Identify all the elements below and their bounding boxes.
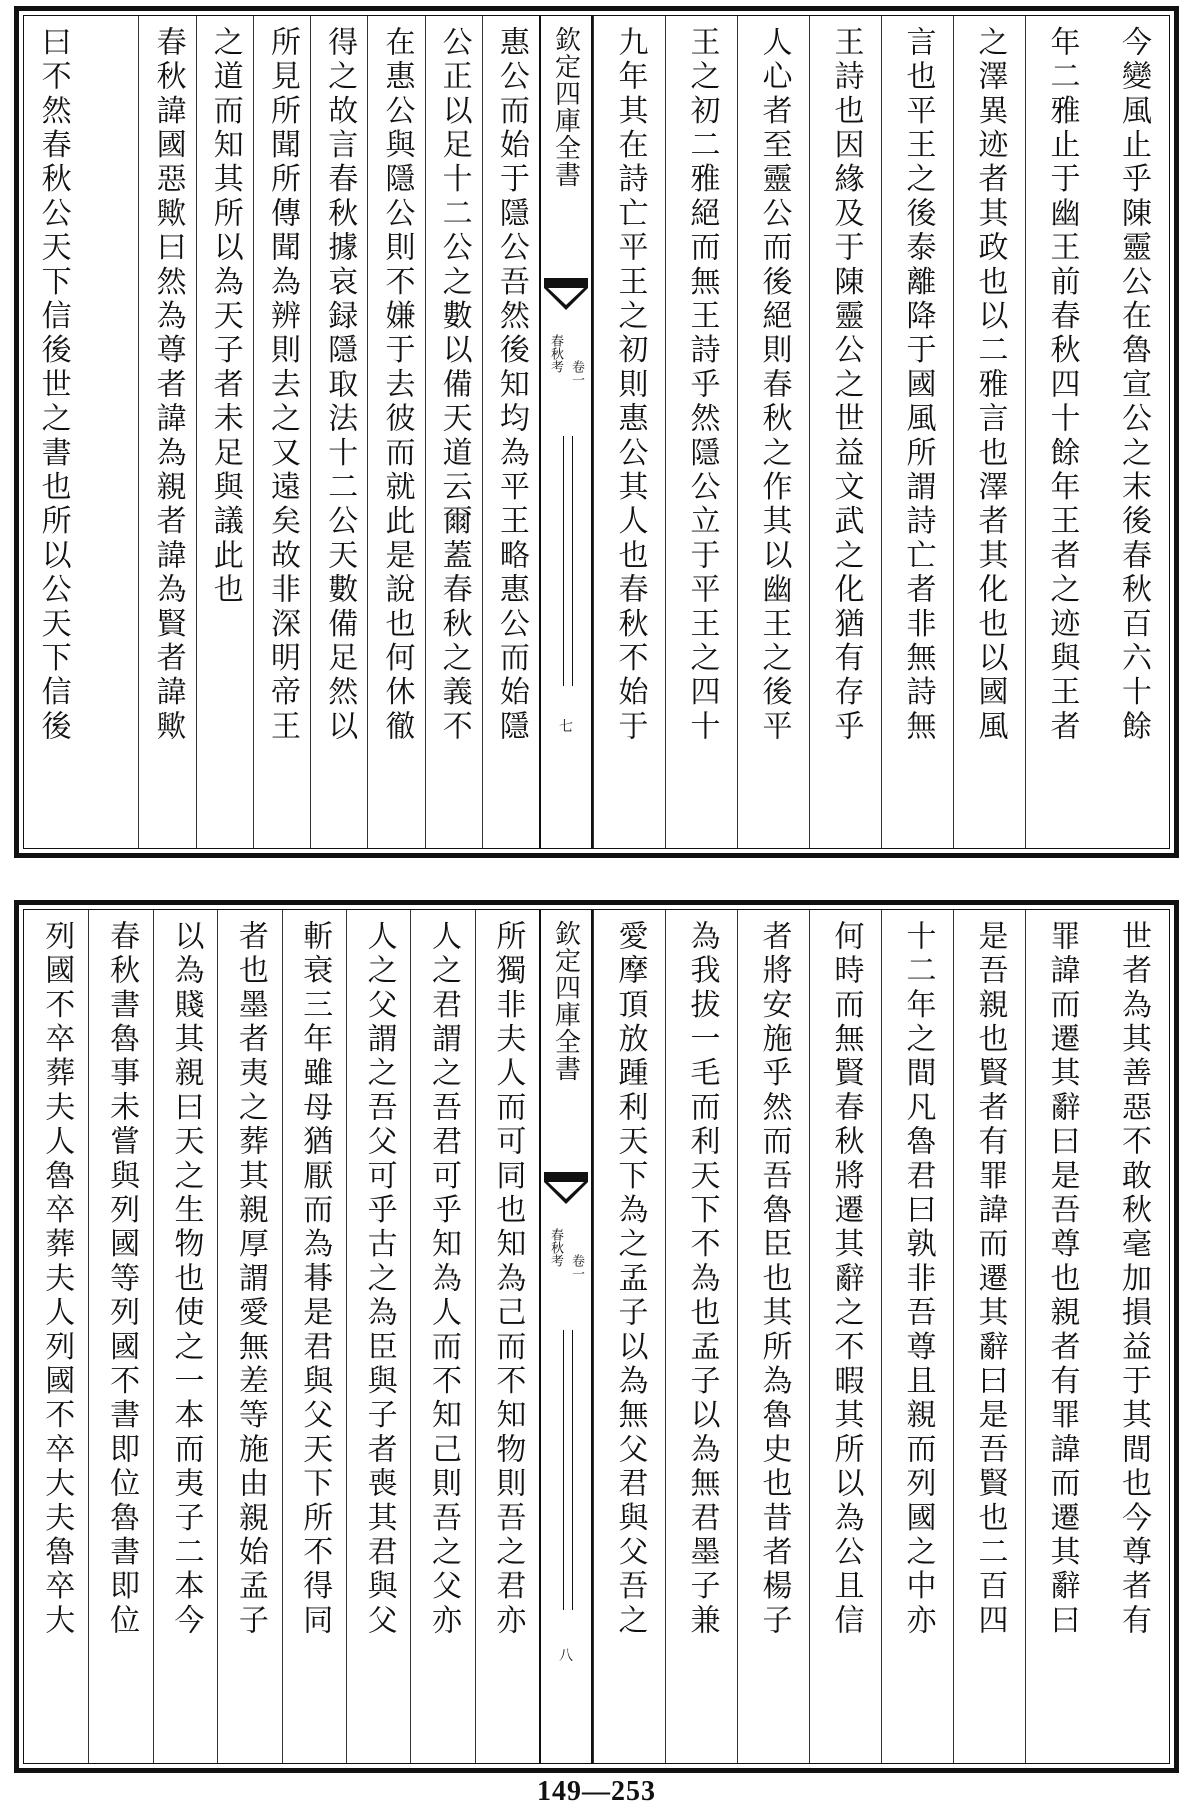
- text-column: [593, 16, 665, 848]
- text-column: [1097, 910, 1169, 1763]
- center-fold: [539, 910, 593, 1763]
- book-title: 欽定四庫全書: [550, 920, 581, 1082]
- text-column: [253, 16, 310, 848]
- text-column: [24, 910, 88, 1763]
- column-text: 王之初二雅絕而無王詩乎然隱公立于平王之四十: [684, 26, 720, 745]
- book-subtitle: [541, 334, 591, 386]
- text-column: [1025, 16, 1097, 848]
- column-text: 得之故言春秋據哀録隱取法十二公天數備足然以: [322, 26, 358, 745]
- column-text: 之道而知其所以為天子者未足與議此也: [207, 26, 243, 608]
- folio-inner-frame: [23, 909, 1170, 1764]
- column-text: 何時而無賢春秋將遷其辭之不暇其所以為公且信: [828, 920, 864, 1639]
- column-text: 曰不然春秋公天下信後世之書也所以公天下信後: [35, 26, 71, 745]
- subtitle-book: 春秋考: [548, 334, 563, 373]
- fold-lines: [563, 1330, 573, 1610]
- column-text: 今變風止乎陳靈公在魯宣公之末後春秋百六十餘: [1116, 26, 1151, 745]
- text-column: [665, 16, 737, 848]
- text-column: [1025, 910, 1097, 1763]
- column-text: 罪諱而遷其辭曰是吾尊也親者有罪諱而遷其辭曰: [1044, 920, 1080, 1639]
- column-text: 者將安施乎然而吾魯臣也其所為魯史也昔者楊子: [756, 920, 792, 1639]
- book-title: 欽定四庫全書: [550, 26, 581, 188]
- text-column: [475, 910, 539, 1763]
- text-column: [153, 910, 217, 1763]
- column-text: 者也墨者夷之葬其親厚謂愛無差等施由親始孟子: [232, 920, 268, 1639]
- text-column: [737, 910, 809, 1763]
- column-text: 言也平王之後泰離降于國風所謂詩亡者非無詩無: [900, 26, 936, 745]
- column-text: 愛摩頂放踵利天下為之孟子以為無父君與父吾之: [612, 920, 648, 1639]
- column-text: 年二雅止于幽王前春秋四十餘年王者之迹與王者: [1044, 26, 1080, 745]
- text-column: [953, 16, 1025, 848]
- folio-page-8: [14, 900, 1179, 1773]
- text-column: [809, 910, 881, 1763]
- column-text: 春秋書魯事未嘗與列國等列國不書即位魯書即位: [104, 920, 140, 1639]
- column-text: 以為賤其親曰天之生物也使之一本而夷子二本今: [168, 920, 204, 1639]
- page-number: 七: [559, 719, 573, 735]
- text-column: [346, 910, 410, 1763]
- text-column: [953, 910, 1025, 1763]
- page-number: 八: [559, 1648, 573, 1664]
- column-text: 是吾親也賢者有罪諱而遷其辭曰是吾賢也二百四: [972, 920, 1008, 1639]
- text-column: [665, 910, 737, 1763]
- text-column: [310, 16, 367, 848]
- text-column: [196, 16, 253, 848]
- column-text: 人心者至靈公而後絕則春秋之作其以幽王之後平: [756, 26, 792, 745]
- text-column: [737, 16, 809, 848]
- folio-page-7: [14, 6, 1179, 858]
- text-column: [367, 16, 424, 848]
- column-text: 十二年之間凡魯君曰孰非吾尊且親而列國之中亦: [900, 920, 936, 1639]
- text-column: [138, 16, 195, 848]
- text-column: [24, 16, 81, 848]
- text-column: [593, 910, 665, 1763]
- text-column: [881, 16, 953, 848]
- column-text: 所獨非夫人而可同也知為己而不知物則吾之君亦: [490, 920, 526, 1639]
- column-text: 之澤異迹者其政也以二雅言也澤者其化也以國風: [972, 26, 1008, 745]
- column-text: 在惠公與隱公則不嫌于去彼而就此是說也何休徹: [379, 26, 415, 745]
- text-column: [881, 910, 953, 1763]
- page-footer-number: 149—253: [537, 1776, 656, 1807]
- book-subtitle: [541, 1228, 591, 1280]
- text-column: [425, 16, 482, 848]
- fishtail-mark: [544, 1172, 588, 1216]
- column-text: 人之父謂之吾父可乎古之為臣與子者喪其君與父: [361, 920, 397, 1639]
- text-column: [482, 16, 539, 848]
- text-column: [809, 16, 881, 848]
- folio-inner-frame: [23, 15, 1170, 849]
- subtitle-volume: 卷一: [569, 360, 584, 386]
- column-text: 九年其在詩亡平王之初則惠公其人也春秋不始于: [612, 26, 648, 745]
- column-text: 人之君謂之吾君可乎知為人而不知己則吾之父亦: [425, 920, 461, 1639]
- column-text: 春秋諱國惡歟曰然為尊者諱為親者諱為賢者諱歟: [150, 26, 186, 745]
- text-column: [217, 910, 281, 1763]
- column-text: 惠公而始于隱公吾然後知均為平王略惠公而始隱: [493, 26, 529, 745]
- fold-lines: [563, 436, 573, 686]
- text-column: [88, 910, 152, 1763]
- text-column: [1097, 16, 1169, 848]
- column-text: 王詩也因緣及于陳靈公之世益文武之化猶有存乎: [828, 26, 864, 745]
- column-text: 世者為其善惡不敢秋毫加損益于其間也今尊者有: [1116, 920, 1151, 1639]
- subtitle-book: 春秋考: [548, 1228, 563, 1267]
- text-column: [282, 910, 346, 1763]
- subtitle-volume: 卷一: [569, 1254, 584, 1280]
- column-text: 為我拔一毛而利天下不為也孟子以為無君墨子兼: [684, 920, 720, 1639]
- text-column: [410, 910, 474, 1763]
- center-fold: [539, 16, 593, 848]
- column-text: 公正以足十二公之數以備天道云爾蓋春秋之義不: [436, 26, 472, 745]
- column-text: 所見所聞所傳聞為辨則去之又遠矣故非深明帝王: [265, 26, 301, 745]
- column-text: 列國不卒葬夫人魯卒葬夫人列國不卒大夫魯卒大: [39, 920, 75, 1639]
- column-text: 斬衰三年雖母猶厭而為朞是君與父天下所不得同: [297, 920, 333, 1639]
- fishtail-mark: [544, 278, 588, 322]
